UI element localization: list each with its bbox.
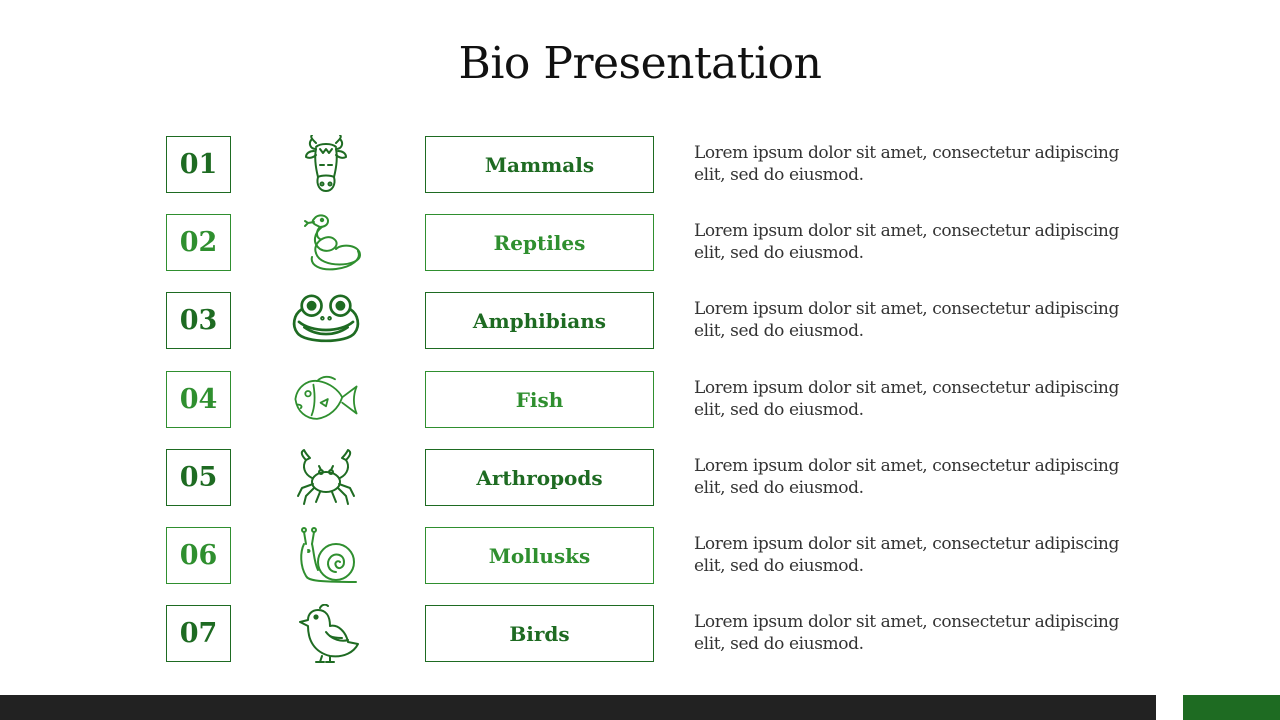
category-description: Lorem ipsum dolor sit amet, consectetur adipiscing elit, sed do eiusmod. xyxy=(694,456,1119,498)
row-number: 04 xyxy=(166,371,231,428)
frog-icon xyxy=(286,290,366,352)
snake-icon xyxy=(286,212,366,274)
category-label: Reptiles xyxy=(425,214,654,271)
row-arthropods xyxy=(0,449,1280,509)
category-description: Lorem ipsum dolor sit amet, consectetur adipiscing elit, sed do eiusmod. xyxy=(694,378,1119,420)
category-label: Mollusks xyxy=(425,527,654,584)
row-mollusks xyxy=(0,527,1280,587)
footer-bar-dark xyxy=(0,695,1156,720)
row-number: 01 xyxy=(166,136,231,193)
row-amphibians xyxy=(0,292,1280,352)
row-mammals xyxy=(0,136,1280,196)
category-description: Lorem ipsum dolor sit amet, consectetur adipiscing elit, sed do eiusmod. xyxy=(694,221,1119,263)
category-label: Fish xyxy=(425,371,654,428)
row-number: 07 xyxy=(166,605,231,662)
cow-icon xyxy=(286,134,366,196)
fish-icon xyxy=(286,369,366,431)
category-description: Lorem ipsum dolor sit amet, consectetur adipiscing elit, sed do eiusmod. xyxy=(694,143,1119,185)
row-number: 05 xyxy=(166,449,231,506)
category-description: Lorem ipsum dolor sit amet, consectetur adipiscing elit, sed do eiusmod. xyxy=(694,299,1119,341)
row-number: 02 xyxy=(166,214,231,271)
slide-title: Bio Presentation xyxy=(458,38,822,89)
row-reptiles xyxy=(0,214,1280,274)
row-birds xyxy=(0,605,1280,665)
row-fish xyxy=(0,371,1280,431)
bird-icon xyxy=(286,603,366,665)
category-label: Amphibians xyxy=(425,292,654,349)
row-number: 03 xyxy=(166,292,231,349)
footer-bar-green xyxy=(1183,695,1280,720)
category-label: Mammals xyxy=(425,136,654,193)
row-number: 06 xyxy=(166,527,231,584)
category-description: Lorem ipsum dolor sit amet, consectetur adipiscing elit, sed do eiusmod. xyxy=(694,534,1119,576)
category-description: Lorem ipsum dolor sit amet, consectetur adipiscing elit, sed do eiusmod. xyxy=(694,612,1119,654)
category-label: Birds xyxy=(425,605,654,662)
crab-icon xyxy=(286,447,366,509)
snail-icon xyxy=(286,525,366,587)
category-label: Arthropods xyxy=(425,449,654,506)
